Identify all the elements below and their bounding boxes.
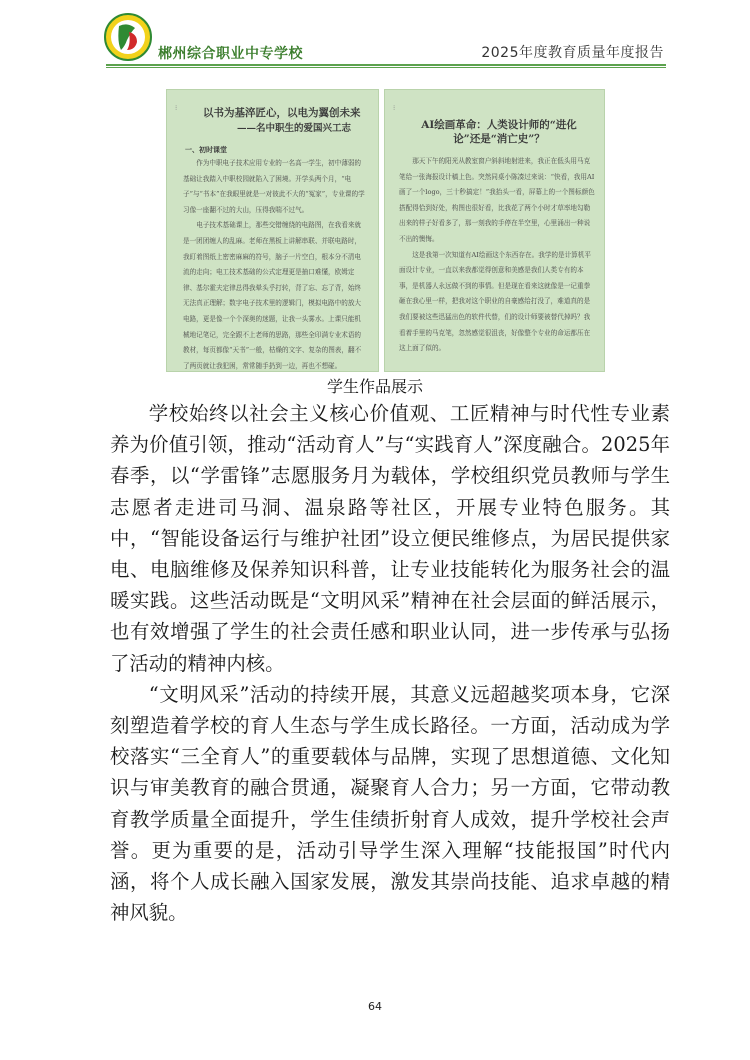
- school-name: 郴州综合职业中专学校: [158, 46, 303, 62]
- essay-paragraph: 电子技术基础课上，那些交错缠绕的电路图，在我看来就是一团团缠人的乱麻。老师在黑板上讲解串联、并联电路时，我盯着图纸上密密麻麻的符号，脑子一片空白，根本分不清电流的走向；电工技术基础的公式定理更是抽口难懂，欧姆定律、基尔霍夫定律总得我晕头乎打转，背了忘、忘了背，始终无法真正理解；数字电子技术里的逻辑门，模拟电路中的放大电路，更是像一个个深奥的迷题，让我一头雾水。上课只能机械地记笔记，完全跟不上老师的思路，那些全印满专业术语的教材，每页都像“天书”一般，枯燥的文字、复杂的图表，翻不了两页就让我犯困，常常随手扔到一边，再也不想碰。: [183, 221, 362, 370]
- student-essay-image-left: [166, 89, 379, 372]
- essay-title: 以书为基淬匠心，以电为翼创未来: [203, 107, 361, 119]
- essay-subtitle: ——名中职生的爱国兴工志: [237, 123, 352, 134]
- essay-paragraph: 作为中职电子技术应用专业的一名高一学生，初中薄弱的基础让我踏入中职校园就陷入了困境。开学头两个月，“电子”与“书本”在我眼里就是一对彼此不大的“冤家”，专业课的学习像一座翻不过的大山，压得我喘不过气。: [183, 159, 365, 214]
- body-paragraph: 学校始终以社会主义核心价值观、工匠精神与时代性专业素养为价值引领，推动“活动育人”与“实践育人”深度融合。2025年春季，以“学雷锋”志愿服务月为载体，学校组织党员教师与学生志愿者走进司马洞、温泉路等社区，开展专业特色服务。其中，“智能设备运行与维护社团”设立便民维修点，为居民提供家电、电脑维修及保养知识科普，让专业技能转化为服务社会的温暖实践。这些活动既是“文明风采”精神在社会层面的鲜活展示，也有效增强了学生的社会责任感和职业认同，进一步传承与弘扬了活动的精神内核。: [110, 402, 670, 675]
- header-divider: [106, 64, 666, 66]
- school-logo-icon: [103, 12, 153, 62]
- essay-paragraph: 那天下午的阳光从教室窗户斜斜地射进来，我正在低头用马克笔给一张海报设计稿上色。突然同桌小陈凑过来说：“快看，我用AI画了一个logo，三十秒搞定！”我抬头一看，屏幕上的一个图标颜色搭配得恰到好处，构图也很好看，比我花了两个小时才草率地勾勒出来的样子好看多了，那一刻我的手停在半空里，心里涌出一种说不出的懊悔。: [399, 157, 595, 243]
- page-header: [0, 0, 750, 66]
- essay-title: AI绘画革命：人类设计师的“进化论”还是“消亡史”？: [421, 119, 577, 145]
- page-number: 64: [368, 1000, 382, 1013]
- paragraph-marker-icon: ⁝: [393, 104, 396, 112]
- main-body: [110, 398, 670, 928]
- report-title: 2025年度教育质量年度报告: [481, 45, 664, 61]
- header-divider-thin: [106, 67, 666, 68]
- essay-paragraph: 这是我第一次知道有AI绘画这个东西存在。我学的是计算机平面设计专业，一直以来我都觉得创意和美感是我们人类专有的本事，是机器人永远做不到的事情。但是现在看来这就像是一记重拳砸在我心里一样，把我对这个职业的自豪感给打没了，难道真的是我们要被这些迅猛出色的软件代替，们的设计师要被替代掉吗？我看着手里的马克笔，忽然感觉很沮丧，好像整个专业的命运都压在这上面了似的。: [399, 250, 591, 353]
- essay-section-heading: 一、初时课堂: [185, 145, 227, 154]
- essay-body: [399, 154, 595, 357]
- paragraph-marker-icon: ⁝: [175, 104, 178, 112]
- student-essay-image-right: [384, 89, 605, 372]
- essay-body: [183, 156, 367, 372]
- figure-caption: 学生作品展示: [326, 377, 423, 396]
- body-paragraph: “文明风采”活动的持续开展，其意义远超越奖项本身，它深刻塑造着学校的育人生态与学生成长路径。一方面，活动成为学校落实“三全育人”的重要载体与品牌，实现了思想道德、文化知识与审美教育的融合贯通，凝聚育人合力；另一方面，它带动教育教学质量全面提升，学生佳绩折射育人成效，提升学校社会声誉。更为重要的是，活动引导学生深入理解“技能报国”时代内涵，将个人成长融入国家发展，激发其崇尚技能、追求卓越的精神风貌。: [110, 682, 670, 925]
